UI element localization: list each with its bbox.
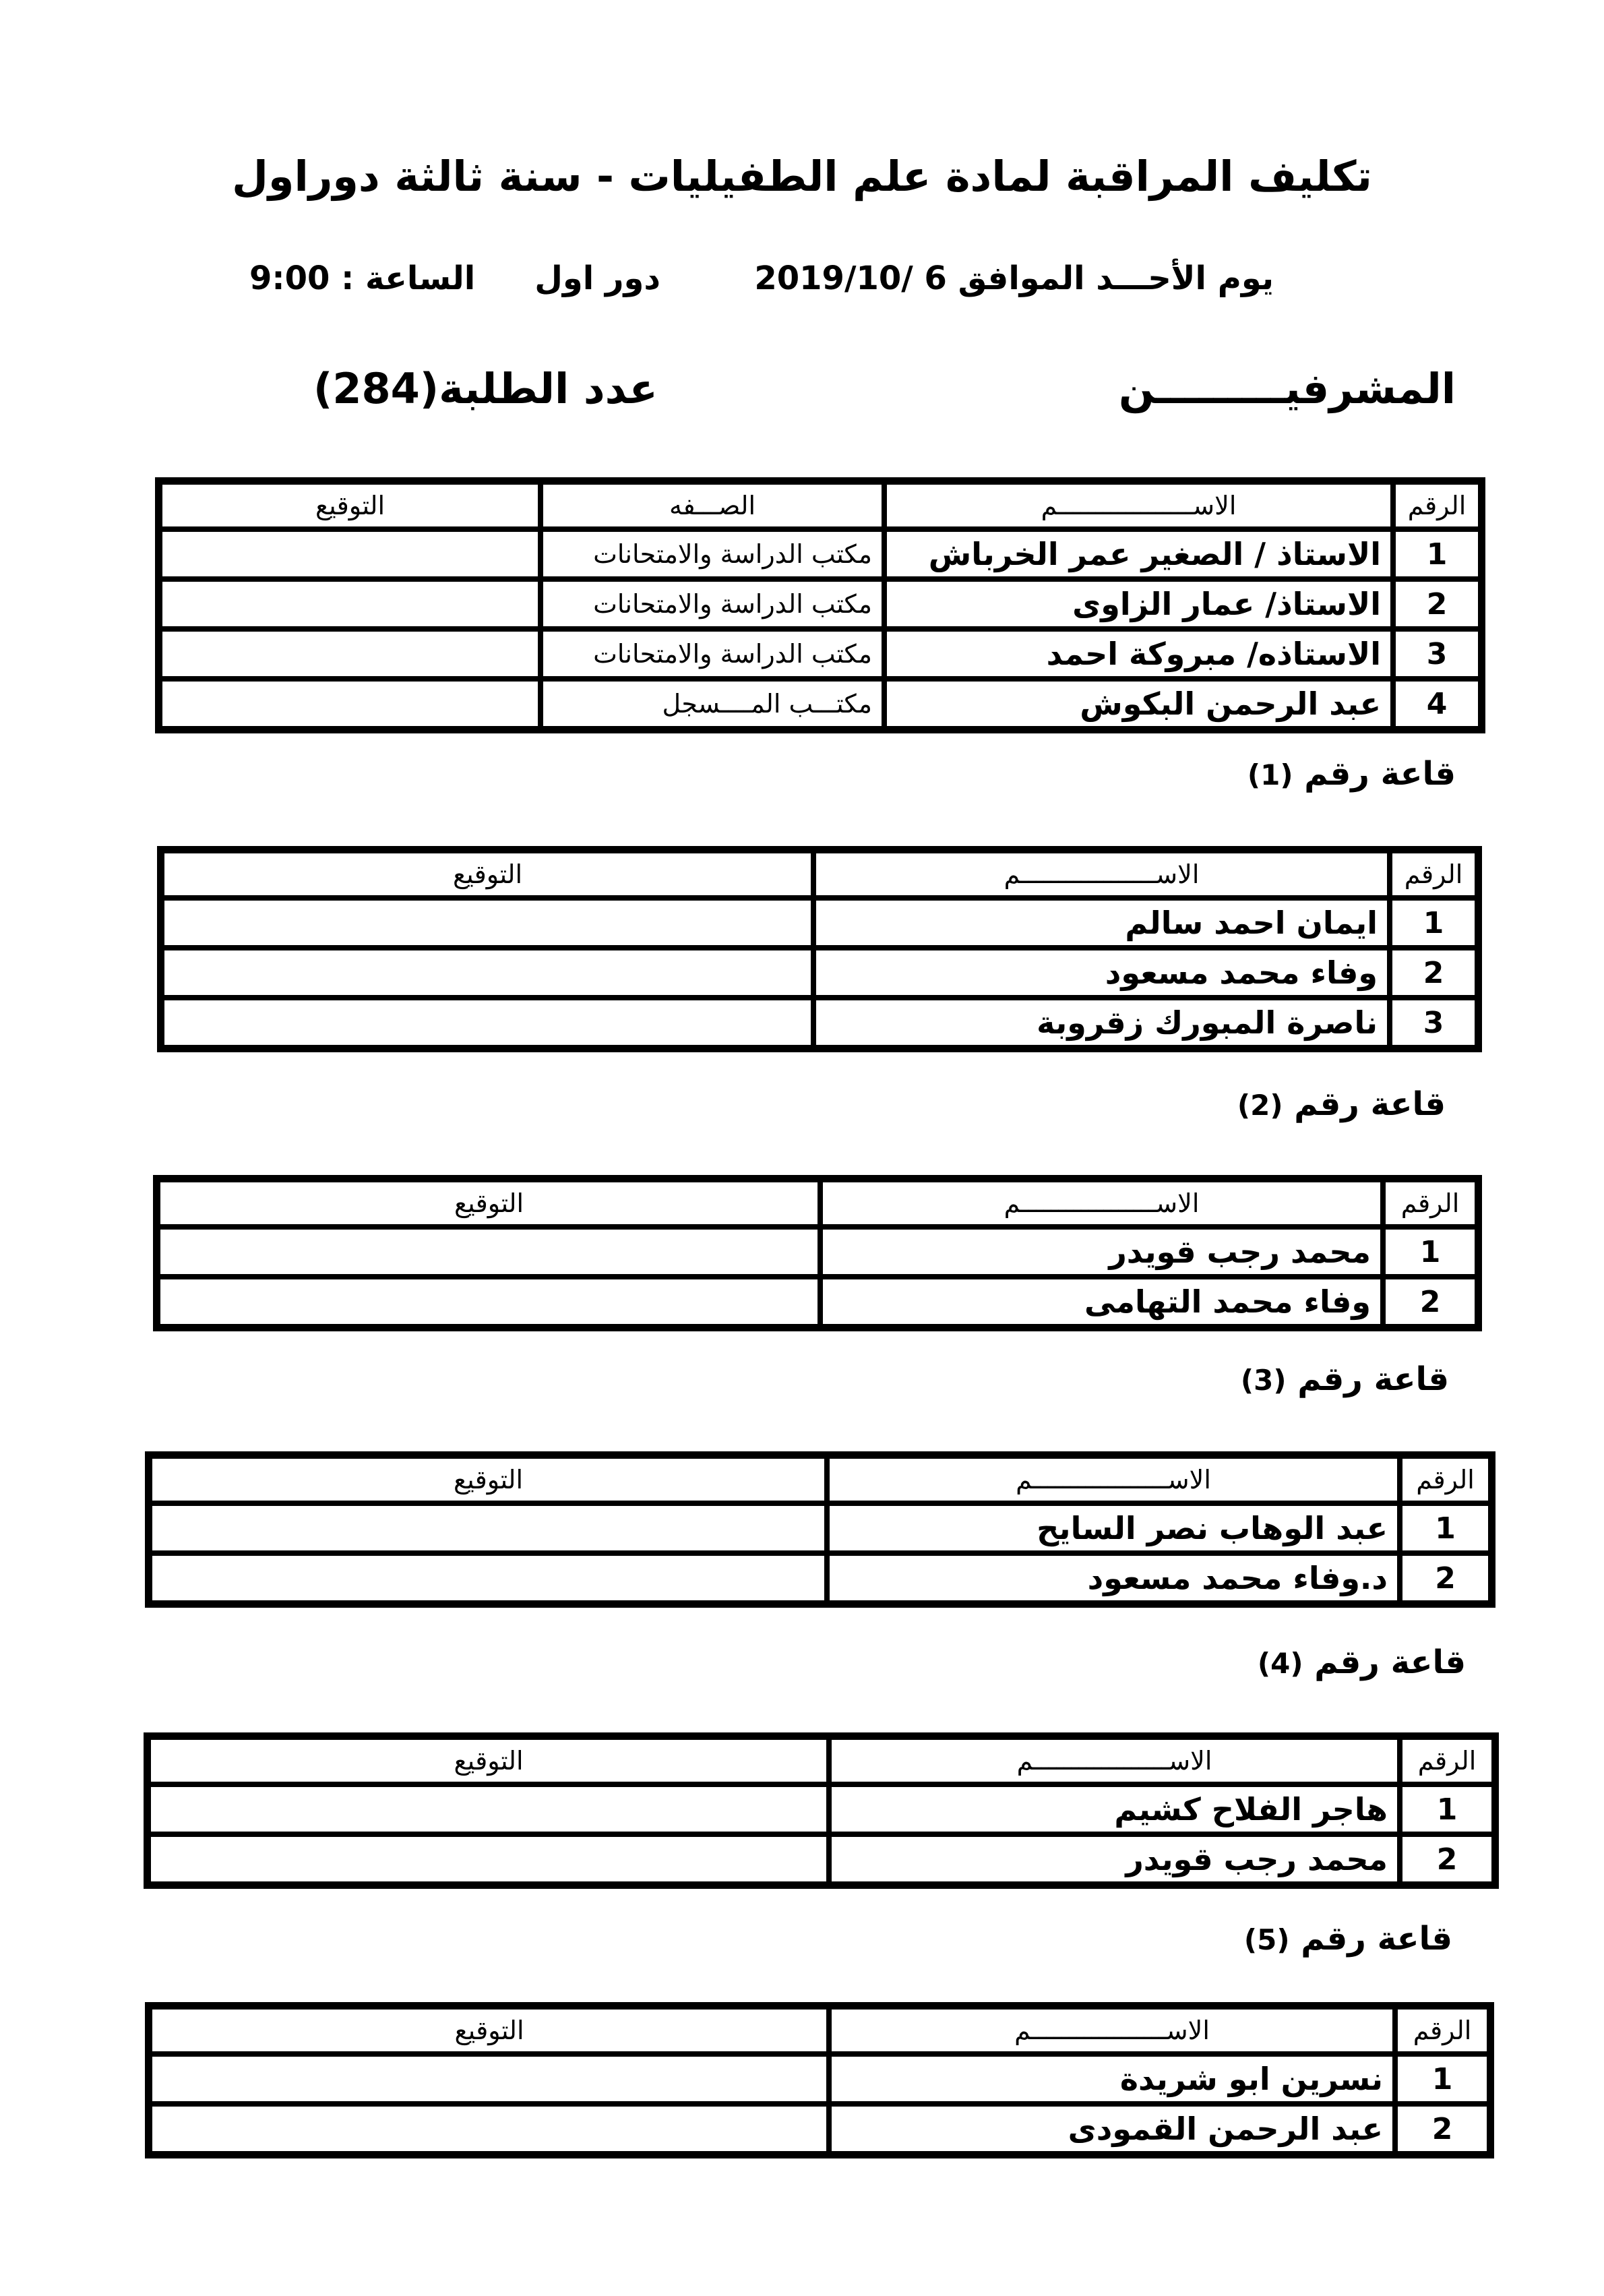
exam-day-date: يوم الأحـــد الموافق 6 /2019/10 bbox=[754, 260, 1274, 297]
table-row bbox=[158, 1227, 1477, 1277]
row-role: مكتب الدراسة والامتحانات bbox=[541, 529, 884, 579]
exam-time: الساعة : 9:00 bbox=[249, 260, 476, 297]
table-header-row bbox=[150, 1456, 1491, 1503]
table-row bbox=[158, 1277, 1477, 1327]
table-row bbox=[160, 579, 1481, 629]
exam-round: دور اول bbox=[534, 260, 660, 297]
header-name: الاســــــــــــــــــم bbox=[829, 2007, 1395, 2054]
header-signature: التوقيع bbox=[150, 1456, 827, 1503]
row-name: ناصرة المبورك زقروبة bbox=[813, 998, 1390, 1048]
hall-label-5: قاعة رقم (5) bbox=[1243, 1920, 1452, 1958]
table-row bbox=[160, 679, 1481, 729]
row-num: 3 bbox=[1390, 998, 1477, 1048]
row-num: 1 bbox=[1383, 1227, 1477, 1277]
header-signature: التوقيع bbox=[158, 1180, 820, 1227]
header-signature: التوقيع bbox=[162, 851, 813, 898]
table-header-row bbox=[160, 482, 1481, 529]
row-num: 4 bbox=[1393, 679, 1481, 729]
hall-label-3: قاعة رقم (3) bbox=[1240, 1360, 1449, 1398]
header-num: الرقم bbox=[1400, 1456, 1491, 1503]
hall-3-table bbox=[145, 1451, 1495, 1608]
header-signature: التوقيع bbox=[150, 2007, 829, 2054]
signature-cell bbox=[150, 1553, 827, 1603]
row-num: 2 bbox=[1393, 579, 1481, 629]
exam-info-line bbox=[249, 260, 1274, 307]
row-num: 2 bbox=[1400, 1553, 1491, 1603]
row-name: محمد رجب قويدر bbox=[829, 1834, 1400, 1884]
row-name: الاستاذ/ عمار الزاوى bbox=[884, 579, 1393, 629]
students-count: عدد الطلبة(284) bbox=[313, 364, 658, 413]
table-row bbox=[160, 529, 1481, 579]
hall-1-table bbox=[157, 846, 1482, 1052]
signature-cell bbox=[150, 1503, 827, 1553]
table-row bbox=[150, 1503, 1491, 1553]
table-header-row bbox=[150, 2007, 1489, 2054]
signature-cell bbox=[158, 1227, 820, 1277]
hall-label-4: قاعة رقم (4) bbox=[1257, 1643, 1466, 1681]
row-name: عبد الرحمن البكوش bbox=[884, 679, 1393, 729]
signature-cell bbox=[148, 1784, 829, 1834]
table-row bbox=[148, 1784, 1494, 1834]
signature-cell bbox=[150, 2054, 829, 2104]
header-name: الاســــــــــــــــــم bbox=[829, 1737, 1400, 1784]
header-name: الاســــــــــــــــــم bbox=[813, 851, 1390, 898]
table-row bbox=[150, 1553, 1491, 1603]
row-role: مكتب الدراسة والامتحانات bbox=[541, 629, 884, 679]
hall-2-table bbox=[153, 1175, 1482, 1331]
header-num: الرقم bbox=[1400, 1737, 1494, 1784]
table-row bbox=[162, 948, 1477, 998]
row-name: وفاء محمد مسعود bbox=[813, 948, 1390, 998]
hall-5-table bbox=[145, 2002, 1494, 2158]
row-num: 1 bbox=[1400, 1784, 1494, 1834]
signature-cell bbox=[160, 679, 541, 729]
document-title: تكليف المراقبة لمادة علم الطفيليات - سنة ثالثة دوراول bbox=[232, 152, 1372, 201]
row-num: 1 bbox=[1400, 1503, 1491, 1553]
signature-cell bbox=[158, 1277, 820, 1327]
header-name: الاســــــــــــــــــم bbox=[827, 1456, 1400, 1503]
table-row bbox=[150, 2104, 1489, 2154]
row-role: مكتب الدراسة والامتحانات bbox=[541, 579, 884, 629]
table-header-row bbox=[158, 1180, 1477, 1227]
row-role: مكتـــب المــــسجل bbox=[541, 679, 884, 729]
row-num: 2 bbox=[1383, 1277, 1477, 1327]
header-num: الرقم bbox=[1390, 851, 1477, 898]
header-num: الرقم bbox=[1395, 2007, 1489, 2054]
row-name: هاجر الفلاح كشيم bbox=[829, 1784, 1400, 1834]
row-num: 1 bbox=[1390, 898, 1477, 948]
signature-cell bbox=[148, 1834, 829, 1884]
row-num: 2 bbox=[1400, 1834, 1494, 1884]
row-num: 2 bbox=[1390, 948, 1477, 998]
signature-cell bbox=[150, 2104, 829, 2154]
header-signature: التوقيع bbox=[160, 482, 541, 529]
row-name: نسرين ابو شريدة bbox=[829, 2054, 1395, 2104]
header-num: الرقم bbox=[1393, 482, 1481, 529]
row-name: وفاء محمد التهامى bbox=[820, 1277, 1383, 1327]
header-name: الاســــــــــــــــــم bbox=[820, 1180, 1383, 1227]
hall-label-1: قاعة رقم (1) bbox=[1247, 755, 1456, 793]
row-name: عبد الوهاب نصر السايح bbox=[827, 1503, 1400, 1553]
signature-cell bbox=[162, 898, 813, 948]
hall-4-table bbox=[144, 1732, 1499, 1889]
table-row bbox=[150, 2054, 1489, 2104]
row-name: الاستاذ / الصغير عمر الخرباش bbox=[884, 529, 1393, 579]
hall-label-2: قاعة رقم (2) bbox=[1237, 1085, 1446, 1123]
header-num: الرقم bbox=[1383, 1180, 1477, 1227]
row-num: 2 bbox=[1395, 2104, 1489, 2154]
row-name: عبد الرحمن القمودى bbox=[829, 2104, 1395, 2154]
signature-cell bbox=[162, 948, 813, 998]
header-signature: التوقيع bbox=[148, 1737, 829, 1784]
supervisors-heading: المشرفيـــــــــن bbox=[1118, 364, 1456, 413]
table-header-row bbox=[148, 1737, 1494, 1784]
row-num: 3 bbox=[1393, 629, 1481, 679]
row-num: 1 bbox=[1395, 2054, 1489, 2104]
signature-cell bbox=[160, 529, 541, 579]
row-name: الاستاذه/ مبروكة احمد bbox=[884, 629, 1393, 679]
signature-cell bbox=[160, 629, 541, 679]
row-name: د.وفاء محمد مسعود bbox=[827, 1553, 1400, 1603]
row-name: ايمان احمد سالم bbox=[813, 898, 1390, 948]
row-num: 1 bbox=[1393, 529, 1481, 579]
header-role: الصـــفه bbox=[541, 482, 884, 529]
table-row bbox=[162, 998, 1477, 1048]
table-row bbox=[160, 629, 1481, 679]
header-name: الاســــــــــــــــــم bbox=[884, 482, 1393, 529]
table-row bbox=[148, 1834, 1494, 1884]
row-name: محمد رجب قويدر bbox=[820, 1227, 1383, 1277]
table-header-row bbox=[162, 851, 1477, 898]
supervisors-table bbox=[155, 477, 1485, 733]
signature-cell bbox=[160, 579, 541, 629]
table-row bbox=[162, 898, 1477, 948]
signature-cell bbox=[162, 998, 813, 1048]
